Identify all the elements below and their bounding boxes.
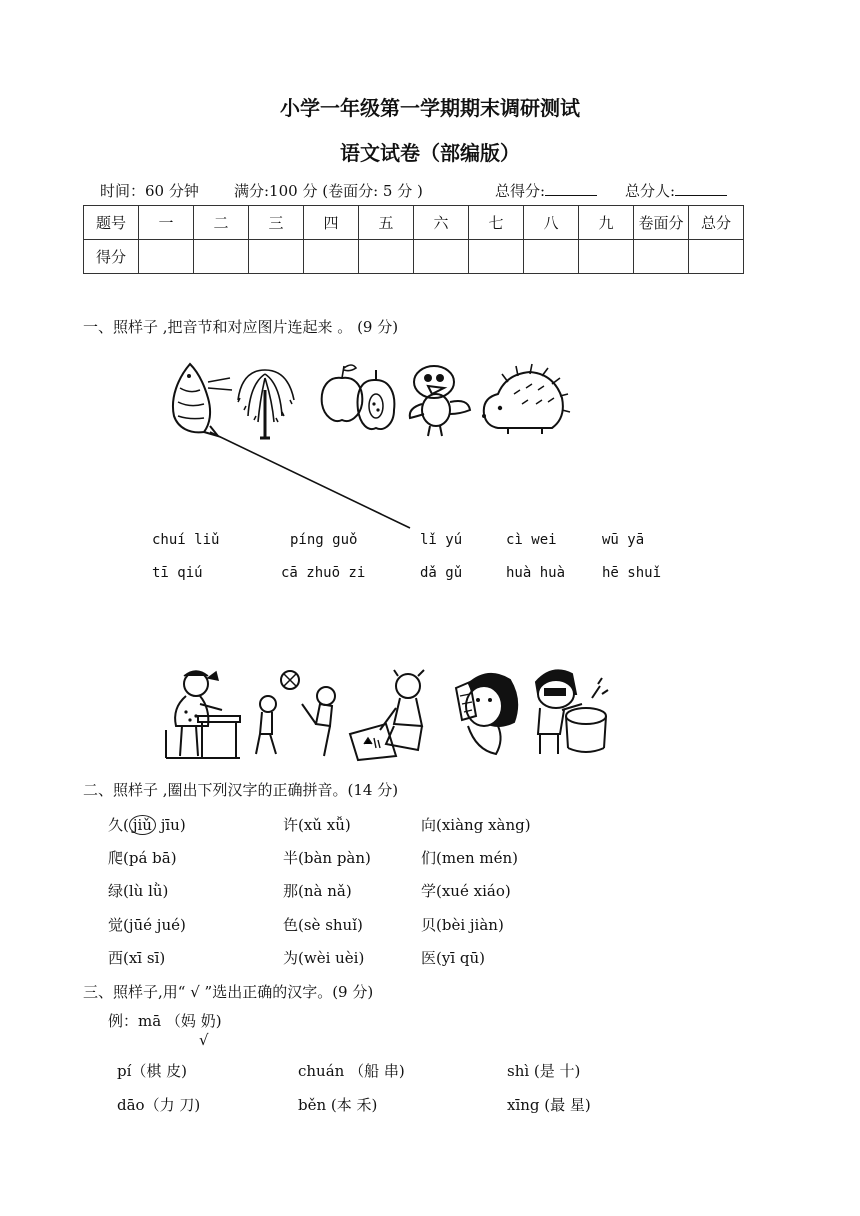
q2-item[interactable]: 爬(pá bā): [108, 849, 177, 867]
score-input-cell[interactable]: [579, 240, 634, 274]
score-input-cell[interactable]: [524, 240, 579, 274]
kick-ball-icon[interactable]: [246, 664, 346, 762]
score-table-cell: 三: [249, 206, 304, 240]
q1-title: 一、照样子 ,把音节和对应图片连起来 。 (9 分): [83, 318, 399, 336]
score-input-cell[interactable]: [304, 240, 359, 274]
score-table-cell: 六: [414, 206, 469, 240]
wipe-table-icon[interactable]: [156, 664, 242, 762]
q3-title: 三、照样子,用“ √ ”选出正确的汉字。(9 分): [83, 983, 374, 1001]
score-input-cell[interactable]: [469, 240, 524, 274]
total-score-field[interactable]: [495, 180, 597, 201]
check-mark-icon: √: [199, 1031, 209, 1049]
q2-item[interactable]: 觉(jūé jué): [108, 916, 186, 934]
draw-picture-icon[interactable]: [346, 664, 436, 762]
pinyin-option[interactable]: hē shuǐ: [602, 565, 662, 581]
scorer-label: 总分人:: [625, 182, 676, 200]
scorer-field[interactable]: [625, 180, 727, 201]
full-score-info: 满分:100 分 (卷面分: 5 分 ): [234, 182, 423, 200]
score-table-score-row: [84, 240, 744, 274]
pinyin-option[interactable]: dǎ gǔ: [420, 565, 463, 581]
q3-example: 例：mā （妈 奶): [108, 1012, 222, 1030]
page-subtitle: 语文试卷（部编版）: [340, 141, 520, 165]
pinyin-option[interactable]: chuí liǔ: [152, 532, 220, 548]
score-table-cell: 题号: [84, 206, 139, 240]
pinyin-option[interactable]: huà huà: [506, 565, 566, 581]
score-input-cell[interactable]: [249, 240, 304, 274]
example-char: 久(: [108, 816, 129, 834]
total-score-label: 总得分:: [495, 182, 546, 200]
score-input-cell[interactable]: [414, 240, 469, 274]
q2-item[interactable]: 为(wèi uèi): [283, 949, 365, 967]
q2-item[interactable]: 许(xǔ xǚ): [283, 816, 351, 834]
q2-item[interactable]: 那(nà nǎ): [283, 882, 352, 900]
q3-item[interactable]: dāo（力 刀): [117, 1096, 201, 1114]
pinyin-option[interactable]: lǐ yú: [420, 532, 463, 548]
willow-tree-icon[interactable]: [232, 360, 302, 440]
time-info: 时间：60 分钟: [100, 182, 199, 200]
apple-icon[interactable]: [318, 358, 400, 438]
q2-item[interactable]: 半(bàn pàn): [283, 849, 371, 867]
pinyin-option[interactable]: cā zhuō zi: [281, 565, 366, 581]
score-table-cell: 七: [469, 206, 524, 240]
crow-icon[interactable]: [404, 358, 474, 438]
pinyin-option[interactable]: cì wei: [506, 532, 557, 548]
score-table-cell: 二: [194, 206, 249, 240]
q2-item[interactable]: 绿(lù lǜ): [108, 882, 169, 900]
q2-item[interactable]: 们(men mén): [421, 849, 518, 867]
example-circled-pinyin: jiǔ: [129, 815, 156, 835]
q3-item[interactable]: chuán （船 串): [298, 1062, 405, 1080]
score-input-cell[interactable]: [689, 240, 744, 274]
q3-item[interactable]: běn (本 禾): [298, 1096, 378, 1114]
q2-item[interactable]: 学(xué xiáo): [421, 882, 511, 900]
beat-drum-icon[interactable]: [526, 664, 610, 762]
score-table-cell: 总分: [689, 206, 744, 240]
q2-item[interactable]: 色(sè shuǐ): [283, 916, 363, 934]
q2-item[interactable]: 西(xī sī): [108, 949, 166, 967]
scorer-blank[interactable]: [675, 181, 727, 196]
pinyin-option[interactable]: tī qiú: [152, 565, 203, 581]
score-table-cell: 九: [579, 206, 634, 240]
q2-title: 二、照样子 ,圈出下列汉字的正确拼音。(14 分): [83, 781, 399, 799]
hedgehog-icon[interactable]: [478, 358, 568, 438]
score-table-header-row: [84, 206, 744, 240]
q2-example: [108, 814, 186, 835]
total-score-blank[interactable]: [545, 181, 597, 196]
score-input-cell[interactable]: [634, 240, 689, 274]
page-title: 小学一年级第一学期期末调研测试: [280, 96, 580, 120]
q2-item[interactable]: 向(xiàng xàng): [421, 816, 531, 834]
q2-item[interactable]: 医(yī qū): [421, 949, 486, 967]
score-input-cell[interactable]: [194, 240, 249, 274]
score-table-cell: 一: [139, 206, 194, 240]
score-table-cell: 八: [524, 206, 579, 240]
q2-item[interactable]: 贝(bèi jiàn): [421, 916, 504, 934]
example-rest: jīu): [155, 816, 186, 834]
drink-water-icon[interactable]: [438, 664, 522, 762]
fish-icon[interactable]: [160, 358, 240, 438]
score-table-cell: 卷面分: [634, 206, 689, 240]
score-row-label: 得分: [84, 240, 139, 274]
score-table: [83, 205, 744, 274]
q3-item[interactable]: shì (是 十): [507, 1062, 581, 1080]
score-table-cell: 四: [304, 206, 359, 240]
pinyin-option[interactable]: wū yā: [602, 532, 645, 548]
q3-item[interactable]: xīng (最 星): [507, 1096, 591, 1114]
pinyin-option[interactable]: píng guǒ: [290, 532, 358, 548]
score-input-cell[interactable]: [139, 240, 194, 274]
score-input-cell[interactable]: [359, 240, 414, 274]
q3-item[interactable]: pí（棋 皮): [117, 1062, 188, 1080]
score-table-cell: 五: [359, 206, 414, 240]
